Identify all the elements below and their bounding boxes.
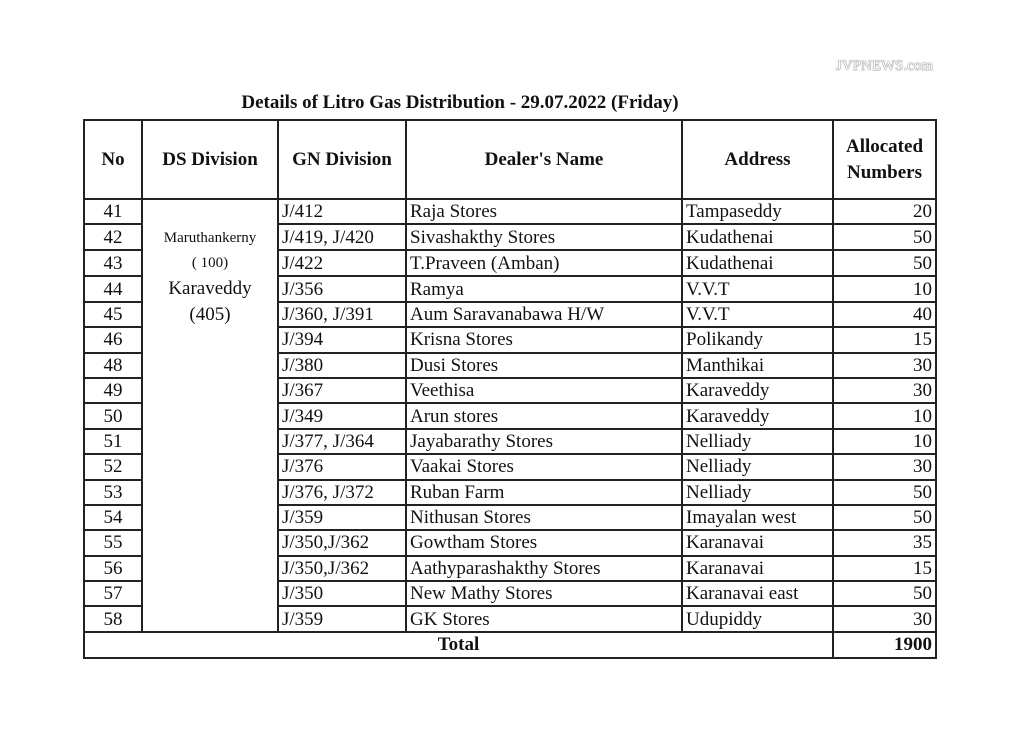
cell-address: Polikandy	[682, 327, 833, 352]
cell-dealer-name: Jayabarathy Stores	[406, 429, 682, 454]
cell-allocated: 10	[833, 429, 936, 454]
cell-address: Imayalan west	[682, 505, 833, 530]
cell-dealer-name: Veethisa	[406, 378, 682, 403]
cell-ds-division	[142, 224, 278, 276]
cell-dealer-name: Sivashakthy Stores	[406, 224, 682, 250]
header-dealer-name: Dealer's Name	[406, 120, 682, 199]
header-row	[84, 120, 936, 199]
cell-allocated: 30	[833, 378, 936, 403]
cell-no: 57	[84, 581, 142, 606]
cell-no: 54	[84, 505, 142, 530]
cell-dealer-name: Ruban Farm	[406, 480, 682, 505]
cell-no: 52	[84, 454, 142, 479]
header-no: No	[84, 120, 142, 199]
cell-no: 50	[84, 403, 142, 428]
cell-gn-division: J/380	[278, 353, 406, 378]
cell-gn-division: J/359	[278, 606, 406, 631]
cell-address: Karaveddy	[682, 403, 833, 428]
document-title: Details of Litro Gas Distribution - 29.07.2022 (Friday)	[241, 92, 679, 113]
cell-allocated: 10	[833, 276, 936, 301]
cell-gn-division: J/367	[278, 378, 406, 403]
cell-no: 45	[84, 302, 142, 327]
cell-allocated: 10	[833, 403, 936, 428]
cell-ds-division	[142, 276, 278, 631]
cell-no: 58	[84, 606, 142, 631]
cell-no: 55	[84, 530, 142, 555]
cell-allocated: 30	[833, 353, 936, 378]
cell-address: V.V.T	[682, 302, 833, 327]
cell-dealer-name: Aum Saravanabawa H/W	[406, 302, 682, 327]
header-gn-division: GN Division	[278, 120, 406, 199]
total-label: Total	[84, 632, 833, 658]
header-allocated: Allocated Numbers	[833, 120, 936, 199]
cell-allocated: 50	[833, 480, 936, 505]
cell-allocated: 15	[833, 327, 936, 352]
ds-name: Maruthankerny	[163, 230, 257, 247]
cell-no: 42	[84, 224, 142, 250]
cell-no: 48	[84, 353, 142, 378]
cell-no: 46	[84, 327, 142, 352]
cell-address: Manthikai	[682, 353, 833, 378]
cell-allocated: 15	[833, 556, 936, 581]
cell-dealer-name: Aathyparashakthy Stores	[406, 556, 682, 581]
cell-ds-empty	[142, 199, 278, 224]
ds-count: ( 100)	[191, 255, 229, 272]
cell-gn-division: J/376, J/372	[278, 480, 406, 505]
cell-dealer-name: Raja Stores	[406, 199, 682, 224]
cell-allocated: 50	[833, 581, 936, 606]
cell-allocated: 20	[833, 199, 936, 224]
cell-dealer-name: Arun stores	[406, 403, 682, 428]
cell-dealer-name: Krisna Stores	[406, 327, 682, 352]
cell-address: Karanavai	[682, 556, 833, 581]
cell-allocated: 50	[833, 224, 936, 250]
cell-gn-division: J/349	[278, 403, 406, 428]
table-row	[84, 224, 936, 250]
cell-address: Tampaseddy	[682, 199, 833, 224]
cell-address: Nelliady	[682, 480, 833, 505]
table-row	[84, 276, 936, 301]
cell-gn-division: J/412	[278, 199, 406, 224]
cell-gn-division: J/419, J/420	[278, 224, 406, 250]
watermark: JVPNEWS.com	[836, 58, 934, 74]
cell-dealer-name: Vaakai Stores	[406, 454, 682, 479]
cell-gn-division: J/350,J/362	[278, 530, 406, 555]
cell-no: 41	[84, 199, 142, 224]
cell-dealer-name: Nithusan Stores	[406, 505, 682, 530]
cell-gn-division: J/350,J/362	[278, 556, 406, 581]
cell-gn-division: J/359	[278, 505, 406, 530]
cell-address: Udupiddy	[682, 606, 833, 631]
cell-address: Kudathenai	[682, 250, 833, 276]
total-row	[84, 632, 936, 658]
distribution-table	[83, 119, 937, 659]
cell-gn-division: J/377, J/364	[278, 429, 406, 454]
cell-gn-division: J/350	[278, 581, 406, 606]
table-row	[84, 199, 936, 224]
cell-gn-division: J/356	[278, 276, 406, 301]
cell-dealer-name: Dusi Stores	[406, 353, 682, 378]
cell-gn-division: J/394	[278, 327, 406, 352]
cell-address: Nelliady	[682, 429, 833, 454]
cell-allocated: 40	[833, 302, 936, 327]
cell-dealer-name: Ramya	[406, 276, 682, 301]
cell-dealer-name: T.Praveen (Amban)	[406, 250, 682, 276]
cell-allocated: 30	[833, 454, 936, 479]
cell-gn-division: J/376	[278, 454, 406, 479]
cell-allocated: 30	[833, 606, 936, 631]
cell-address: Karanavai east	[682, 581, 833, 606]
cell-no: 53	[84, 480, 142, 505]
cell-no: 44	[84, 276, 142, 301]
cell-dealer-name: Gowtham Stores	[406, 530, 682, 555]
cell-address: V.V.T	[682, 276, 833, 301]
ds-name: Karaveddy	[168, 278, 252, 300]
total-value: 1900	[833, 632, 936, 658]
cell-address: Nelliady	[682, 454, 833, 479]
cell-allocated: 50	[833, 250, 936, 276]
cell-address: Karaveddy	[682, 378, 833, 403]
header-ds-division: DS Division	[142, 120, 278, 199]
cell-no: 49	[84, 378, 142, 403]
cell-dealer-name: New Mathy Stores	[406, 581, 682, 606]
cell-allocated: 50	[833, 505, 936, 530]
cell-no: 56	[84, 556, 142, 581]
cell-no: 43	[84, 250, 142, 276]
cell-address: Karanavai	[682, 530, 833, 555]
cell-address: Kudathenai	[682, 224, 833, 250]
cell-gn-division: J/360, J/391	[278, 302, 406, 327]
cell-gn-division: J/422	[278, 250, 406, 276]
ds-count: (405)	[189, 304, 231, 326]
cell-dealer-name: GK Stores	[406, 606, 682, 631]
header-address: Address	[682, 120, 833, 199]
cell-no: 51	[84, 429, 142, 454]
cell-allocated: 35	[833, 530, 936, 555]
